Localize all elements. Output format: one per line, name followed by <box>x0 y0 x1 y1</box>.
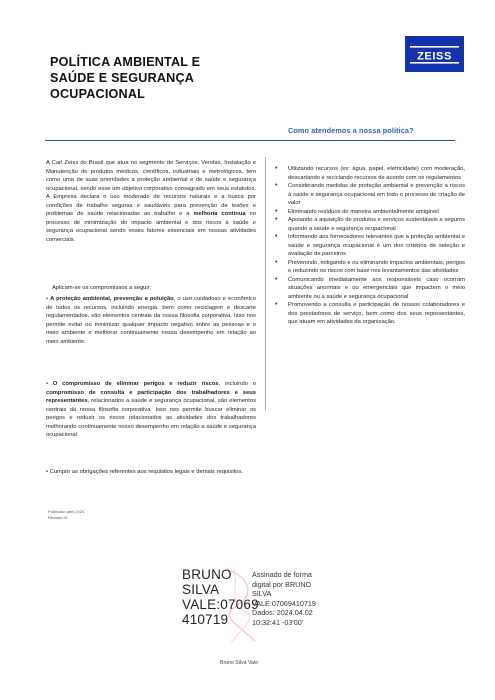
section-subtitle: Como atendemos a nossa política? <box>288 126 414 135</box>
list-item: • Apoiando a aquisição de produtos e serviços sustentáveis e seguros quando a saúde e segurança ocupacional <box>275 216 465 233</box>
signature-info-line: Dados: 2024.04.02 <box>252 608 313 618</box>
document-meta <box>48 509 84 520</box>
column-divider <box>265 157 266 410</box>
revision-number: Revisão 01 <box>48 514 69 520</box>
actions-list <box>275 165 465 327</box>
commitment-risk-title: O compromisso de eliminar perigos e reduzir riscos <box>52 381 219 387</box>
list-item: • Eliminando resíduos de maneira ambientalmente amigável <box>275 208 465 217</box>
signature-info-line: Assinado de forma <box>252 570 312 579</box>
commitment-risk-text: , incluindo o <box>218 381 257 387</box>
list-item: • Utilizando recursos (ex: água, papel, eletricidade) com moderação, descartando e reciclando recursos de acordo com os regulamentos <box>275 165 465 182</box>
commitments-intro: Aplicam-se os compromissos a seguir: <box>52 285 152 291</box>
list-item: • Considerando medidas de proteção ambiental e prevenção a riscos à saúde e segurança ocupacional em todo o processo de criação de valor <box>275 182 465 208</box>
list-item: • Informando aos fornecedores relevantes que a proteção ambiental e saúde e segurança ocupacional é um dos critérios de seleção e avaliação de parceiros <box>275 233 465 259</box>
page-title <box>50 54 260 102</box>
signer-name-line: 410719 <box>182 612 229 627</box>
list-item: • Comunicando imediatamente aos responsáveis caso ocorram situações anormais e ou emergenciais que impactem o meio ambiente ou a saúde e segurança ocupacional <box>275 276 465 302</box>
commitment-risk-emphasis: compromisso de consulta e participação dos trabalhadores e seus representantes <box>46 389 256 404</box>
title-line: POLÍTICA AMBIENTAL E <box>50 55 201 69</box>
commitment-environment: • A proteção ambiental, prevenção a poluição, o uso cuidadoso e econômico de todos os recursos, incluindo energia, bem como reciclagem e descarte regulamentados, são elementos centrais da nossa filosofia corporativa. Isso nos permite evitar ou minimizar qualquer impacto negativo sobre as pessoas e o meio ambiente e melhorar continuamente nosso desempenho em relação ao meio ambiente. <box>46 296 257 345</box>
signer-name-block <box>182 567 259 627</box>
published-date: Publicado abril 2024 <box>48 509 85 514</box>
signature-info-line: digital por BRUNO <box>252 579 312 589</box>
title-line: SAÚDE E SEGURANÇA <box>50 71 195 85</box>
commitment-risk-text-end: , relacionados a saúde e segurança ocupacional, são elementos centrais da nossa filosofia corporativa. Isso nos permite buscar eliminar os perigos e reduzir os riscos relacionados as atividades dos trabalhadores melhorando continuamente nosso desempenho em relação a saúde e segurança ocupacional <box>46 398 256 438</box>
signer-name-line: VALE:07069 <box>182 597 259 612</box>
header-divider <box>45 140 455 141</box>
commitment-legal: • Cumprir as obrigações referentes aos requisitos legais e demais requisitos. <box>46 469 243 475</box>
intro-text: A Carl Zeiss do Brasil que atua no segmento de Serviços, Vendas, Instalação e Manutenção de produtos médicos, científicos, industriais e metrológicos, tem como uma de suas prioridades a proteção ambiental e de saúde e segurança ocupacional, sendo esse um objetivo corporativo consagrado em seus estatutos. A Empresa declara o uso moderado de recursos naturais e a busca por condições de trabalho seguras e saudáveis para prevenção de lesões e problemas de saúde relacionadas ao trabalho e a <box>46 160 256 217</box>
signer-name-line: SILVA <box>182 582 220 597</box>
list-item: • Prevenindo, mitigando e ou eliminando impactos ambientais, perigos e reduzindo os riscos com base nos levantamentos das atividades <box>275 259 465 276</box>
commitment-environment-title: A proteção ambiental, prevenção a poluição <box>50 296 174 302</box>
digital-signature-info <box>252 570 316 628</box>
signature-info-line: VALE:07069410719 <box>252 598 316 608</box>
zeiss-logo <box>405 36 464 72</box>
signer-caption: Bruno Silva Vale <box>220 660 258 666</box>
commitment-legal-text: Cumprir as obrigações referentes aos requisitos legais e demais requisitos. <box>49 469 243 475</box>
signer-name-line: BRUNO <box>182 567 232 582</box>
title-line: OCUPACIONAL <box>50 87 146 101</box>
signature-info-line: 10:32:41 -03'00' <box>252 617 304 627</box>
commitment-risk: • O compromisso de eliminar perigos e reduzir riscos, incluindo o compromisso de consulta e participação dos trabalhadores e seus representantes, relacionados a saúde e segurança ocupacional, são elementos centrais da nossa filosofia corporativa. Isso nos permite buscar eliminar os perigos e reduzir os riscos relacionados as atividades dos trabalhadores melhorando continuamente nosso desempenho em relação a saúde e segurança ocupacional <box>46 381 257 438</box>
intro-text-end: no processo de minimização do impacto ambiental e dos riscos à saúde e segurança ocupacional sendo esses fatores essenciais em nossas atividades comerciais. <box>46 211 256 243</box>
zeiss-logo-graphic <box>405 36 464 72</box>
logo-text: ZEISS <box>417 50 452 63</box>
list-item: • Promovendo a consulta e participação de nossos colaboradores e dos prestadores de serviço, bem como dos seus representantes, que atuam em atividades da organização. <box>275 301 465 327</box>
intro-emphasis: melhoria contínua <box>193 211 246 217</box>
commitment-environment-text: , o uso cuidadoso e econômico de todos os recursos, incluindo energia, bem como reciclagem e descarte regulamentados, são elementos centrais da nossa filosofia corporativa. Isso nos permite evitar ou minimizar qualquer impacto negativo sobre as pessoas e o meio ambiente e melhorar continuamente nosso desempenho em relação ao meio ambiente. <box>46 296 257 345</box>
signature-info-line: SILVA <box>252 589 272 599</box>
intro-paragraph <box>46 159 256 244</box>
